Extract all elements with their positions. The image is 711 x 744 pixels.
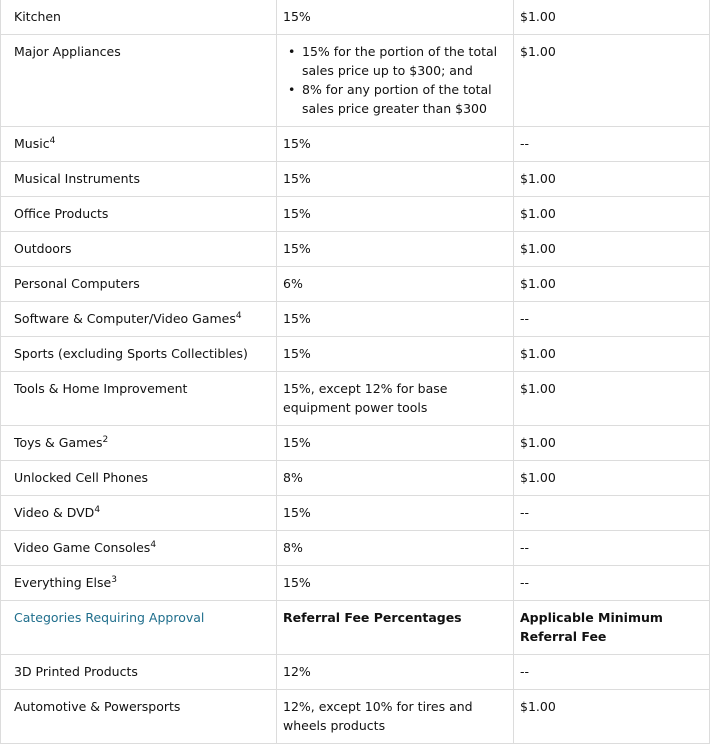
footnote-marker: 4 [150,540,157,550]
category-cell: Sports (excluding Sports Collectibles) [1,337,277,372]
fee-cell: 15% [277,162,514,197]
min-fee-cell: -- [514,496,710,531]
category-cell: Automotive & Powersports [1,690,277,744]
table-row [1,35,710,127]
fee-cell: 15% [277,127,514,162]
table-row [1,162,710,197]
table-row [1,267,710,302]
table-row [1,496,710,531]
fee-cell: 15% [277,566,514,601]
fee-cell: 15% [277,197,514,232]
min-fee-cell: -- [514,655,710,690]
min-fee-cell: $1.00 [514,0,710,35]
table-row [1,690,710,744]
fee-bullet-list [283,42,507,118]
category-cell: Video Game Consoles$^4$ [1,531,277,566]
category-cell: Major Appliances [1,35,277,127]
categories-requiring-approval-link[interactable]: Categories Requiring Approval [14,610,205,625]
category-cell: Unlocked Cell Phones [1,461,277,496]
min-fee-cell: -- [514,302,710,337]
table-row [1,302,710,337]
approval-link-cell [1,601,277,655]
footnote-marker: 2 [102,435,109,445]
fee-cell: 15% [277,426,514,461]
fee-cell: 15% [277,337,514,372]
footnote-marker: 4 [94,505,101,515]
fee-cell: 12%, except 10% for tires and wheels products [277,690,514,744]
min-fee-cell: $1.00 [514,690,710,744]
min-fee-cell: $1.00 [514,267,710,302]
fee-header-cell: Referral Fee Percentages [277,601,514,655]
table-row [1,232,710,267]
min-fee-cell: $1.00 [514,426,710,461]
min-fee-cell: -- [514,566,710,601]
table-row [1,337,710,372]
fee-cell: 8% [277,531,514,566]
footnote-marker: 3 [111,575,117,585]
fee-cell: 15% [277,302,514,337]
min-fee-cell: $1.00 [514,372,710,426]
category-cell: Office Products [1,197,277,232]
category-cell: Everything Else$^3$ [1,566,277,601]
footnote-marker: 4 [235,311,242,321]
table-row [1,461,710,496]
table-row [1,372,710,426]
table-row [1,531,710,566]
min-fee-cell: $1.00 [514,197,710,232]
category-cell: Tools & Home Improvement [1,372,277,426]
category-cell: Kitchen [1,0,277,35]
category-cell: Video & DVD$^4$ [1,496,277,531]
min-fee-cell: -- [514,127,710,162]
category-cell: Outdoors [1,232,277,267]
section-header-row [1,601,710,655]
min-fee-cell: $1.00 [514,232,710,267]
fee-cell: 15% [277,232,514,267]
fee-cell: 15%, except 12% for base equipment power tools [277,372,514,426]
list-item: • 15% for the portion of the total sales price up to $300; and [302,42,507,80]
fee-cell: 15% [277,0,514,35]
min-fee-cell: $1.00 [514,337,710,372]
min-fee-cell: $1.00 [514,461,710,496]
table-row [1,655,710,690]
fee-cell: 8% [277,461,514,496]
table-row [1,197,710,232]
table-row [1,127,710,162]
category-cell: Music$^4$ [1,127,277,162]
category-cell: Software & Computer/Video Games$^4$ [1,302,277,337]
min-fee-cell: -- [514,531,710,566]
footnote-marker: 4 [49,136,56,146]
min-fee-cell: $1.00 [514,162,710,197]
list-item: • 8% for any portion of the total sales price greater than $300 [302,80,507,118]
fee-cell: 12% [277,655,514,690]
table-row [1,0,710,35]
fee-cell: 15% [277,496,514,531]
category-cell: Toys & Games$^2$ [1,426,277,461]
min-fee-header-cell: Applicable Minimum Referral Fee [514,601,710,655]
min-fee-cell: $1.00 [514,35,710,127]
category-cell: 3D Printed Products [1,655,277,690]
table-row [1,426,710,461]
category-cell: Musical Instruments [1,162,277,197]
table-row [1,566,710,601]
fee-cell [277,35,514,127]
category-cell: Personal Computers [1,267,277,302]
fee-cell: 6% [277,267,514,302]
